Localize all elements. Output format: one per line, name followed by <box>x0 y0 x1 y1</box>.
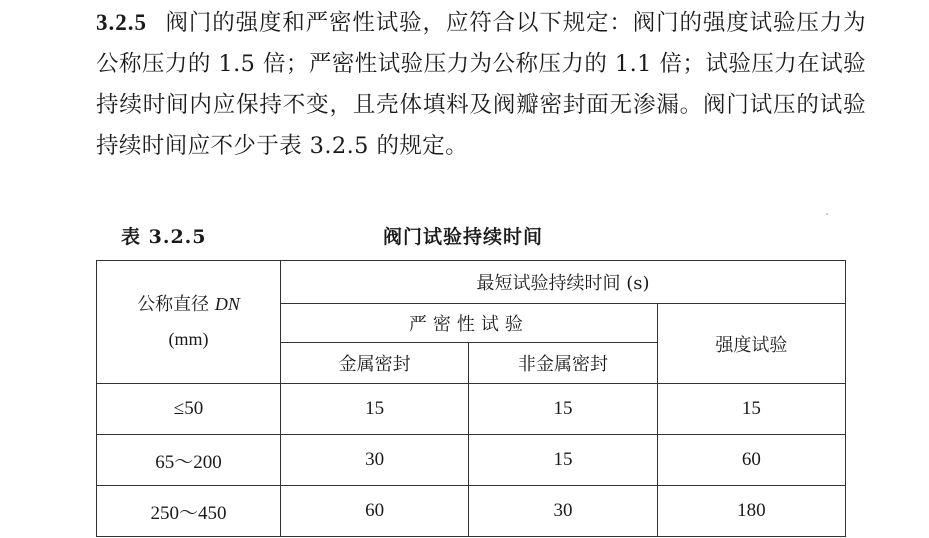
dn-header-cell <box>97 261 281 384</box>
metal-seal-cell: 60 <box>281 486 469 537</box>
table-title: 阀门试验持续时间 <box>383 226 544 248</box>
strength-cell: 180 <box>657 486 845 537</box>
strength-test-header: 强度试验 <box>657 304 845 384</box>
nonmetal-seal-cell: 15 <box>469 384 657 435</box>
dn-cell: 65～200 <box>97 435 281 486</box>
metal-seal-header: 金属密封 <box>281 343 469 384</box>
dn-cell: ≤50 <box>97 384 281 435</box>
dn-header-unit: (mm) <box>168 329 209 349</box>
metal-seal-cell: 15 <box>281 384 469 435</box>
clause-text: 阀门的强度和严密性试验，应符合以下规定：阀门的强度试验压力为公称压力的 1.5 倍；严密性试验压力为公称压力的 1.1 倍；试验压力在试验持续时间内应保持不变，且壳体填料及阀瓣密封面无渗漏。阀门试压的试验持续时间应不少于表 3.2.5 的规定。 <box>96 10 866 159</box>
dn-header-symbol: DN <box>214 294 240 314</box>
nonmetal-seal-header: 非金属密封 <box>469 343 657 384</box>
nonmetal-seal-cell: 15 <box>469 435 657 486</box>
header-row-1 <box>97 261 846 304</box>
tightness-test-header: 严密性试验 <box>281 304 658 343</box>
scan-speck <box>826 213 828 215</box>
table-row <box>97 384 846 435</box>
table-number: 表 3.2.5 <box>121 226 207 248</box>
min-duration-header: 最短试验持续时间 (s) <box>281 261 846 304</box>
clause-number: 3.2.5 <box>96 10 147 35</box>
table-row <box>97 486 846 537</box>
nonmetal-seal-cell: 30 <box>469 486 657 537</box>
dn-cell: 250～450 <box>97 486 281 537</box>
valve-test-duration-table <box>96 260 846 537</box>
table-row <box>97 435 846 486</box>
strength-cell: 60 <box>657 435 845 486</box>
metal-seal-cell: 30 <box>281 435 469 486</box>
dn-header-label: 公称直径 <box>137 294 215 315</box>
strength-cell: 15 <box>657 384 845 435</box>
clause-paragraph <box>96 2 866 167</box>
